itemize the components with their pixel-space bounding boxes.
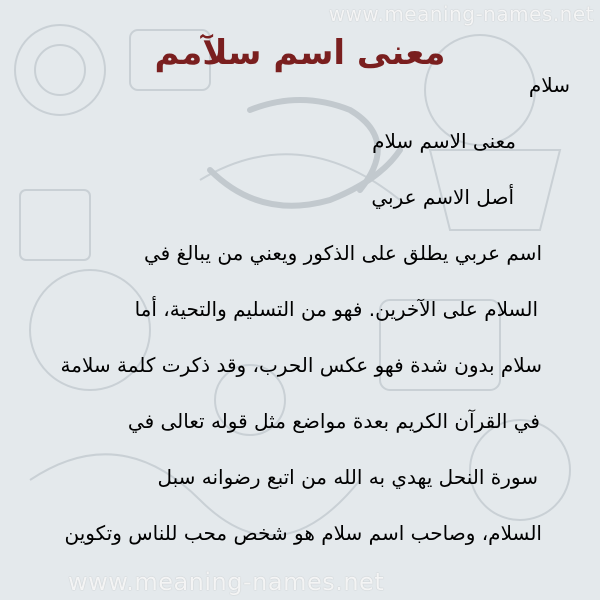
text-line-1: سلام [528,73,570,97]
text-line-2: معنى الاسم سلام [372,129,516,153]
watermark-top: www.meaning-names.net [328,2,594,26]
text-line-5: السلام على الآخرين. فهو من التسليم والتحية، أما [134,297,538,321]
page-title: معنى اسم سلآمم [154,32,446,73]
text-line-8: سورة النحل يهدي به الله من اتبع رضوانه سبل [157,465,538,489]
text-line-3: أصل الاسم عربي [371,185,514,209]
text-line-7: في القرآن الكريم بعدة مواضع مثل قوله تعالى في [127,409,540,433]
text-line-9: السلام، وصاحب اسم سلام هو شخص محب للناس وتكوين [64,521,542,545]
meaning-text [30,72,570,547]
text-line-4: اسم عربي يطلق على الذكور ويعني من يبالغ في [143,241,542,265]
text-line-6: سلام بدون شدة فهو عكس الحرب، وقد ذكرت كلمة سلامة [60,353,542,377]
watermark-bottom: www.meaning-names.net [68,568,385,596]
